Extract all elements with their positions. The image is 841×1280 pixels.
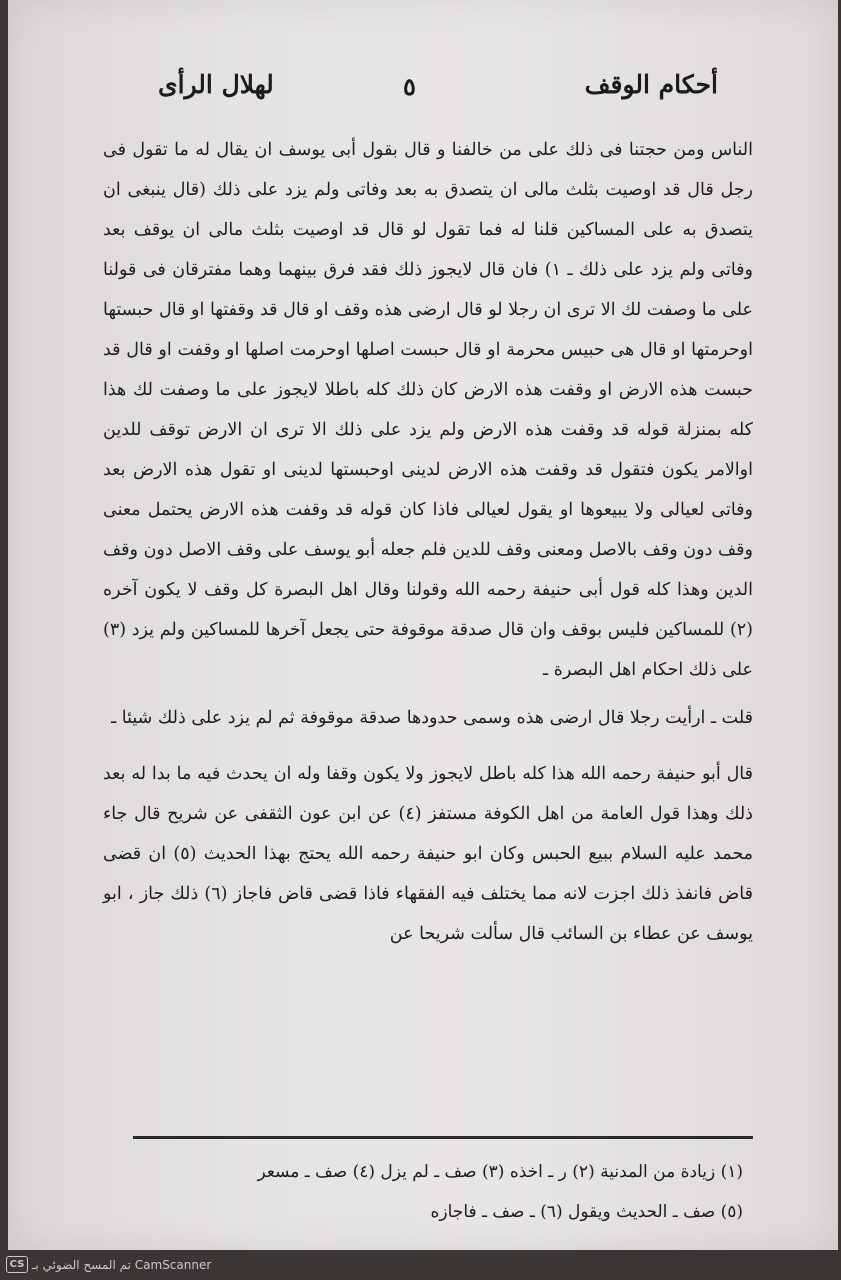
footnote-line: (٥) صف ـ الحديث ويقول (٦) ـ صف ـ فاجازه — [430, 1202, 743, 1222]
scanned-page — [8, 0, 838, 1250]
footnote-divider — [133, 1136, 753, 1139]
book-title: أحكام الوقف — [584, 70, 718, 99]
page-header — [158, 70, 718, 120]
footnotes — [143, 1152, 743, 1232]
footnote-line: (١) زيادة من المدنية (٢) ر ـ اخذه (٣) صف ـ لم يزل (٤) صف ـ مسعر — [257, 1162, 743, 1182]
author-name: لهلال الرأى — [158, 70, 274, 99]
paragraph: قلت ـ ارأيت رجلا قال ارضى هذه وسمى حدودها صدقة موقوفة ثم لم يزد على ذلك شيئا ـ — [111, 708, 753, 728]
camscanner-logo-icon: CS — [6, 1256, 28, 1273]
paragraph: الناس ومن حجتنا فى ذلك على من خالفنا و قال بقول أبى يوسف ان يقال له ما تقول فى رجل قال قد اوصيت بثلث مالى ان يتصدق به بعد وفاتى ولم يزد على ذلك (قال ينبغى ان يتصدق به على المساكين قلنا له فما تقول لو قال قد اوصيت بثلث مالى ان يوقف بعد وفاتى ولم يزد على ذلك ـ ١) فان قال لايجوز ذلك فقد فرق بينهما وهما مفترقان فى قولنا على ما وصفت لك الا ترى ان رجلا لو قال ارضى هذه وقف او قال قد وقفتها او قال حبستها اوحرمتها او قال هى حبيس محرمة او قال حبست اصلها اوحرمت اصلها او وقفت او قال قد حبست هذه الارض او وقفت هذه الارض كان ذلك كله باطلا لايجوز على ما وصفت لك هذا كله بمنزلة قوله قد وقفت هذه الارض ولم يزد على ذلك الا ترى ان الارض توقف للدين اوالامر يكون فتقول قد وقفت هذه الارض لدينى اوحبستها لدينى او تقول هذه الارض بعد وفاتى لعيالى ولا يبيعوها او يقول لعيالى فاذا كان قوله قد وقفت هذه الارض يحتمل معنى وقف دون وقف بالاصل ومعنى وقف للدين فلم جعله أبو يوسف على وقف الاصل دون وقف الدين وهذا كله قول أبى حنيفة رحمه الله وقولنا وقال اهل البصرة كل وقف لا يكون آخره (٢) للمساكين فليس بوقف وان قال صدقة موقوفة حتى يجعل آخرها للمساكين ولم يزد (٣) على ذلك احكام اهل البصرة ـ — [103, 140, 753, 680]
page-number: ٥ — [403, 72, 416, 101]
main-text — [103, 130, 753, 954]
scanner-watermark — [6, 1256, 211, 1273]
watermark-text: تم المسح الضوئي بـ CamScanner — [32, 1257, 212, 1272]
paragraph: قال أبو حنيفة رحمه الله هذا كله باطل لايجوز ولا يكون وقفا وله ان يحدث فيه ما بدا له بعد ذلك وهذا قول العامة من اهل الكوفة مستفز (٤) عن ابن عون الثقفى عن شريح قال جاء محمد عليه السلام ببيع الحبس وكان ابو حنيفة رحمه الله يحتج بهذا الحديث (٥) ان قضى قاض فانفذ ذلك اجزت لانه مما يختلف فيه الفقهاء فاذا قضى قاض فاجاز (٦) ذلك جاز ، ابو يوسف عن عطاء بن السائب قال سألت شريحا عن — [103, 764, 753, 944]
